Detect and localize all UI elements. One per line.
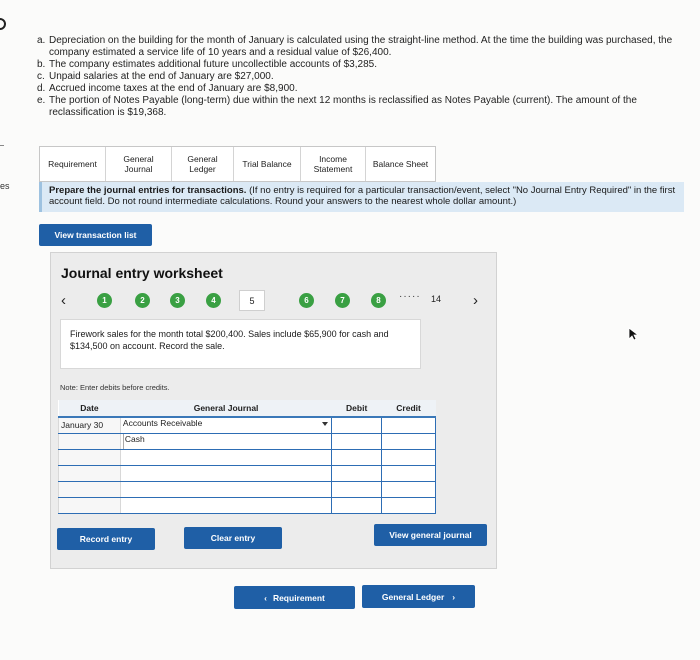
- entry-note: Note: Enter debits before credits.: [60, 383, 170, 392]
- tab-trial-balance[interactable]: Trial Balance: [234, 147, 301, 181]
- step-14[interactable]: 14: [431, 294, 442, 304]
- problem-item: b. The company estimates additional future uncollectible accounts of $3,285.: [37, 59, 377, 70]
- transaction-prompt: Firework sales for the month total $200,400. Sales include $65,900 for cash and $134,500 on account. Record the sale.: [60, 319, 421, 369]
- date-cell: [59, 465, 121, 481]
- prev-requirement-label: Requirement: [272, 592, 325, 603]
- problem-item: e. The portion of Notes Payable (long-term) due within the next 12 months is reclassified as Notes Payable (current). The amount of the reclassification is $19,368.: [37, 95, 637, 118]
- problem-item: c. Unpaid salaries at the end of January are $27,000.: [37, 71, 274, 82]
- journal-entry-table: [58, 400, 436, 514]
- step-4[interactable]: 4: [206, 293, 221, 308]
- account-select[interactable]: [120, 417, 331, 433]
- table-row: [59, 417, 436, 433]
- credit-header: Credit: [382, 400, 436, 417]
- side-divider: [0, 145, 4, 146]
- step-1[interactable]: 1: [97, 293, 112, 308]
- account-select[interactable]: [120, 465, 331, 481]
- tab-income-statement[interactable]: Income Statement: [301, 147, 366, 181]
- clear-entry-button[interactable]: Clear entry: [184, 527, 282, 549]
- view-transaction-list-button[interactable]: View transaction list: [39, 224, 152, 246]
- prev-step-icon[interactable]: ‹: [61, 292, 66, 309]
- view-general-journal-button[interactable]: View general journal: [374, 524, 487, 546]
- step-6[interactable]: 6: [299, 293, 314, 308]
- debit-input[interactable]: [332, 497, 382, 513]
- tab-general-ledger[interactable]: General Ledger: [172, 147, 234, 181]
- debit-header: Debit: [332, 400, 382, 417]
- problem-item: a. Depreciation on the building for the month of January is calculated using the straight-line method. At the time the building was purchased, the company estimated a service life of 10 years and a residual value of $26,400.: [37, 35, 673, 58]
- date-cell: [59, 481, 121, 497]
- debit-input[interactable]: [332, 433, 382, 449]
- instruction-text: (If no entry is required for a particular transaction/event, select "No Journal Entry Required" in the first account field. Do not round intermediate calculations. Round your answers to the nearest whole dollar amount.): [49, 185, 676, 207]
- step-navigation: [59, 293, 489, 309]
- step-2[interactable]: 2: [135, 293, 150, 308]
- general-journal-header: General Journal: [120, 400, 331, 417]
- credit-input[interactable]: [382, 449, 436, 465]
- next-step-icon[interactable]: ›: [473, 292, 478, 309]
- debit-input[interactable]: [332, 449, 382, 465]
- debit-input[interactable]: [332, 481, 382, 497]
- dropdown-arrow-icon[interactable]: [322, 422, 328, 426]
- next-general-ledger-button[interactable]: [362, 585, 475, 608]
- date-cell: [59, 449, 121, 465]
- table-row: [59, 449, 436, 465]
- edge-circle-icon: [0, 18, 6, 30]
- chevron-right-icon: ›: [452, 591, 456, 602]
- account-value: Cash: [123, 434, 145, 449]
- prev-requirement-button[interactable]: [234, 586, 355, 609]
- table-row: [59, 481, 436, 497]
- date-cell: January 30: [59, 417, 121, 433]
- tab-requirement[interactable]: Requirement: [40, 147, 106, 181]
- next-general-ledger-label: General Ledger: [381, 591, 445, 602]
- problem-item: d. Accrued income taxes at the end of January are $8,900.: [37, 83, 298, 94]
- account-value: Accounts Receivable: [122, 418, 203, 428]
- date-header: Date: [59, 400, 121, 417]
- step-3[interactable]: 3: [170, 293, 185, 308]
- tab-balance-sheet[interactable]: Balance Sheet: [372, 159, 429, 169]
- credit-input[interactable]: [382, 417, 436, 433]
- journal-entry-worksheet: [50, 252, 497, 569]
- account-select[interactable]: [120, 449, 331, 465]
- step-current[interactable]: 5: [239, 290, 265, 311]
- credit-input[interactable]: [382, 465, 436, 481]
- requirement-tabs: [39, 146, 436, 182]
- debit-input[interactable]: [332, 465, 382, 481]
- credit-input[interactable]: [382, 481, 436, 497]
- tab-general-journal[interactable]: General Journal: [106, 147, 172, 181]
- account-select[interactable]: [120, 433, 331, 449]
- step-ellipsis: ·····: [399, 291, 421, 302]
- worksheet-title: Journal entry worksheet: [61, 265, 223, 281]
- table-row: [59, 497, 436, 513]
- problem-list: [37, 35, 682, 119]
- record-entry-button[interactable]: Record entry: [57, 528, 155, 550]
- step-8[interactable]: 8: [371, 293, 386, 308]
- credit-input[interactable]: [382, 497, 436, 513]
- mouse-cursor-icon: [628, 327, 640, 341]
- table-row: [59, 433, 436, 449]
- account-select[interactable]: [120, 481, 331, 497]
- credit-input[interactable]: [382, 433, 436, 449]
- side-label: es: [0, 181, 10, 191]
- date-cell: [59, 433, 121, 449]
- step-7[interactable]: 7: [335, 293, 350, 308]
- debit-input[interactable]: [332, 417, 382, 433]
- account-select[interactable]: [120, 497, 331, 513]
- date-cell: [59, 497, 121, 513]
- table-row: [59, 465, 436, 481]
- instruction-title: Prepare the journal entries for transactions.: [49, 185, 247, 196]
- instruction-box: [39, 182, 684, 212]
- chevron-left-icon: ‹: [264, 592, 267, 603]
